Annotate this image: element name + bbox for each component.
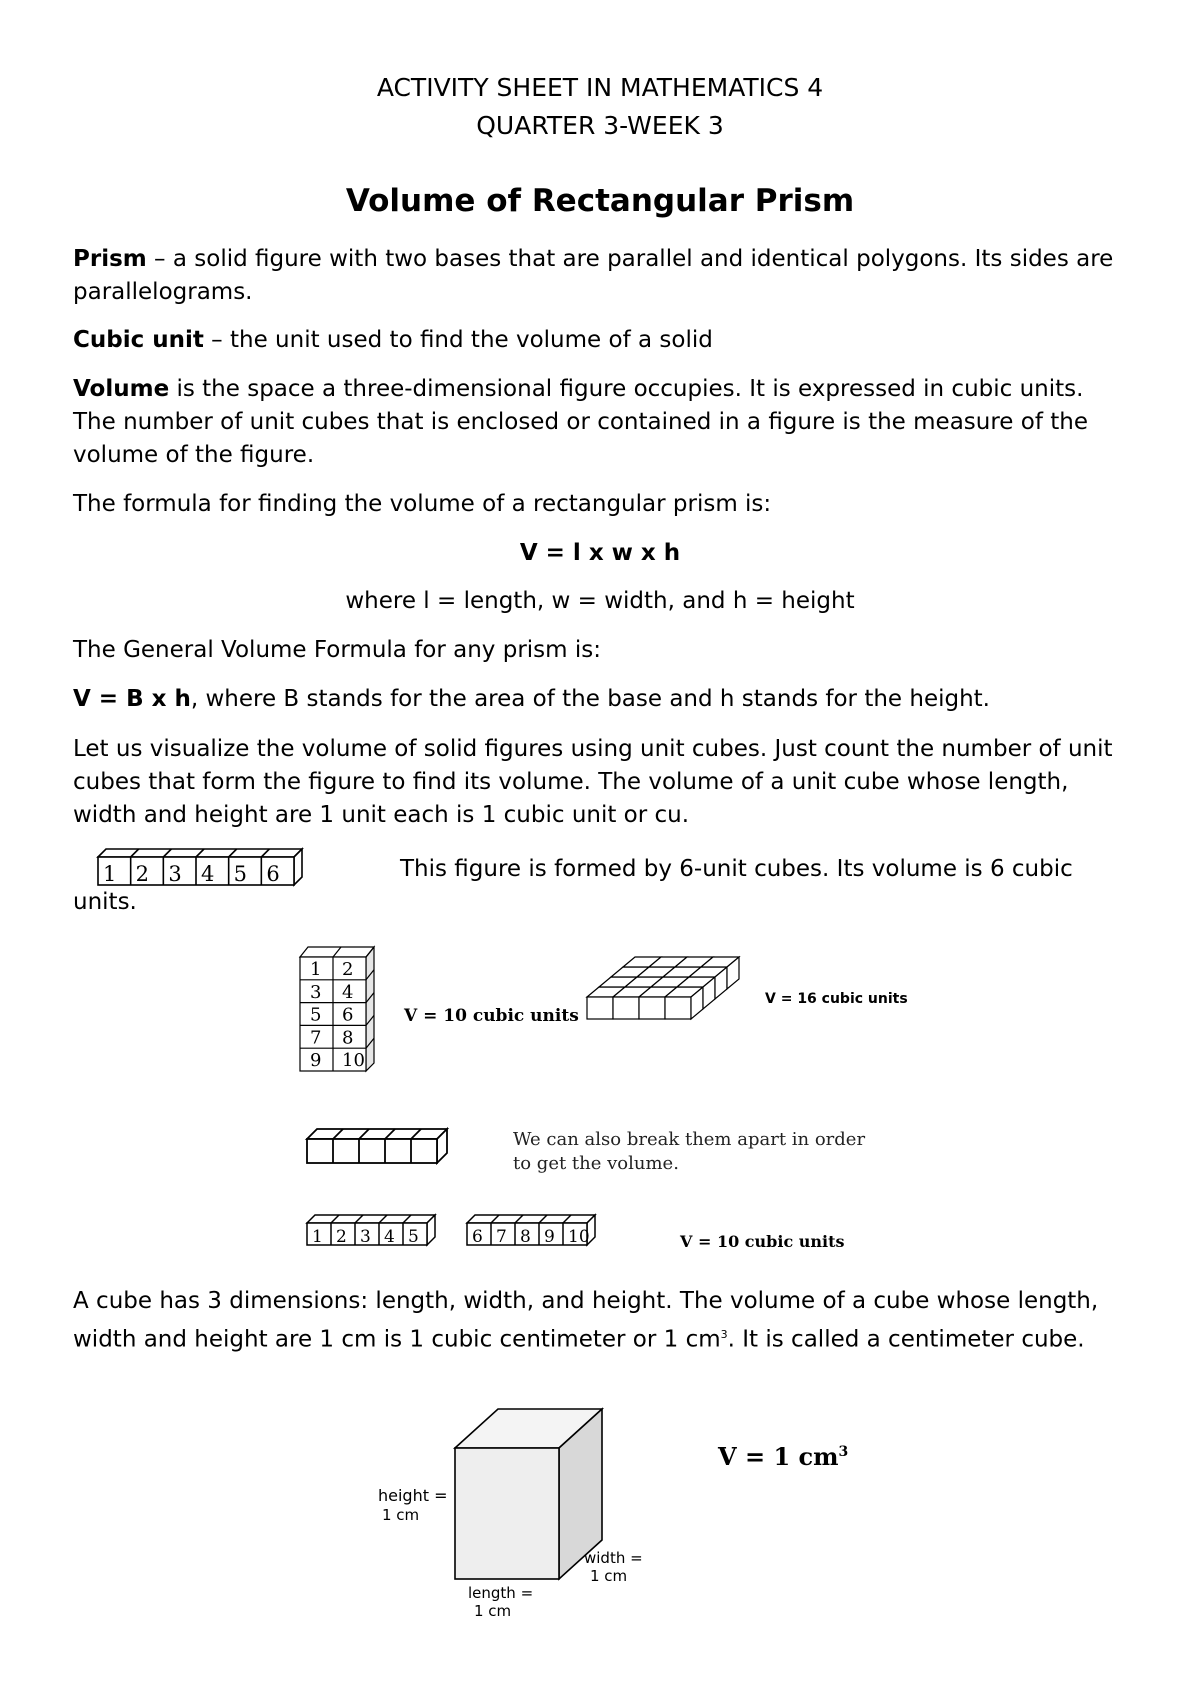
formula-intro: The formula for finding the volume of a rectangular prism is: bbox=[73, 491, 772, 517]
six-cube-caption-end: units. bbox=[73, 889, 137, 915]
cube-paragraph bbox=[73, 1285, 1133, 1357]
tower-cube-number: 10 bbox=[342, 1050, 365, 1072]
centimeter-cube-figure bbox=[378, 1405, 650, 1620]
six-cube-row-figure bbox=[96, 847, 306, 887]
tower-cube-number: 6 bbox=[342, 1004, 354, 1026]
prism-definition bbox=[73, 243, 1133, 309]
five-cube-row-figure bbox=[305, 1125, 465, 1170]
tower-cube-number: 9 bbox=[310, 1050, 322, 1072]
break-apart-note-line1: We can also break them apart in order bbox=[513, 1129, 866, 1150]
cube-number: 2 bbox=[135, 862, 150, 886]
split-row-a-number: 3 bbox=[360, 1227, 371, 1247]
cube-height-value: 1 cm bbox=[382, 1506, 420, 1524]
sheet-subtitle: QUARTER 3-WEEK 3 bbox=[476, 111, 724, 140]
cube-width-label: width = bbox=[584, 1549, 643, 1567]
cube-paragraph-superscript: 3 bbox=[720, 1328, 728, 1341]
cube-paragraph-text: A cube has 3 dimensions: length, width, and height. The volume of a cube whose length, width and height are 1 cm is 1 cubic centimeter or 1 cm bbox=[73, 1288, 1099, 1353]
tower-cube-number: 1 bbox=[310, 959, 322, 980]
split-volume-label: V = 10 cubic units bbox=[680, 1232, 845, 1251]
tower-cube-number: 2 bbox=[342, 959, 354, 980]
visualize-paragraph: Let us visualize the volume of solid figures using unit cubes. Just count the number of unit cubes that form the figure to find its volume. The volume of a unit cube whose length, width and height are 1 unit each is 1 cubic unit or cu. bbox=[73, 736, 1113, 828]
cube-length-label: length = bbox=[468, 1584, 534, 1602]
row-front-face bbox=[307, 1139, 437, 1163]
cube-height-label: height = bbox=[378, 1486, 448, 1505]
general-formula-text: , where B stands for the area of the base and h stands for the height. bbox=[190, 686, 990, 712]
cube-number: 5 bbox=[233, 862, 248, 886]
volume-term: Volume bbox=[73, 376, 170, 402]
cubic-unit-term: Cubic unit bbox=[73, 327, 204, 353]
cube-number: 6 bbox=[266, 862, 280, 886]
cube-volume-superscript: 3 bbox=[838, 1444, 849, 1460]
slab-front-face bbox=[665, 997, 691, 1019]
ten-cube-tower-figure bbox=[298, 945, 378, 1075]
slab-front-face bbox=[587, 997, 613, 1019]
formula-legend: where l = length, w = width, and h = height bbox=[345, 588, 855, 614]
general-formula-intro: The General Volume Formula for any prism is: bbox=[73, 637, 602, 663]
cube-paragraph-end: . It is called a centimeter cube. bbox=[727, 1326, 1085, 1353]
split-row-b-number: 8 bbox=[520, 1227, 531, 1247]
tower-volume-label: V = 10 cubic units bbox=[404, 1006, 579, 1026]
lesson-title: Volume of Rectangular Prism bbox=[345, 183, 855, 219]
tower-cube-number: 3 bbox=[310, 981, 322, 1003]
split-row-b-top-face bbox=[467, 1215, 595, 1223]
tower-cube-number: 4 bbox=[342, 981, 354, 1003]
split-row-a-number: 1 bbox=[312, 1227, 323, 1247]
row-top-face bbox=[307, 1129, 447, 1139]
prism-term: Prism bbox=[73, 246, 147, 272]
six-cube-caption: This figure is formed by 6-unit cubes. Its volume is 6 cubic bbox=[400, 856, 1073, 882]
split-row-a-top-face bbox=[307, 1215, 435, 1223]
tower-cube-number: 5 bbox=[310, 1004, 322, 1026]
volume-definition bbox=[73, 373, 1133, 472]
slab-front-face bbox=[613, 997, 639, 1019]
general-formula-expression: V = B x h bbox=[73, 686, 191, 712]
volume-text: is the space a three-dimensional figure occupies. It is expressed in cubic units. The number of unit cubes that is enclosed or contained in a figure is the measure of the volume of the figure. bbox=[73, 376, 1088, 468]
slab-volume-label: V = 16 cubic units bbox=[765, 991, 908, 1007]
tower-cube-number: 8 bbox=[342, 1027, 354, 1049]
cube-number: 1 bbox=[103, 862, 117, 886]
slab-front-face bbox=[639, 997, 665, 1019]
sheet-title: ACTIVITY SHEET IN MATHEMATICS 4 bbox=[376, 73, 824, 102]
split-row-a-number: 2 bbox=[336, 1227, 347, 1247]
volume-formula: V = l x w x h bbox=[519, 540, 681, 566]
split-row-a-number: 5 bbox=[408, 1227, 419, 1247]
prism-text: – a solid figure with two bases that are parallel and identical polygons. Its sides are parallelograms. bbox=[73, 246, 1114, 305]
cube-volume-text: V = 1 cm bbox=[718, 1442, 839, 1471]
split-row-b-number: 7 bbox=[496, 1227, 507, 1247]
general-formula bbox=[73, 683, 1133, 716]
break-apart-note bbox=[513, 1128, 865, 1176]
cube-length-value: 1 cm bbox=[474, 1602, 512, 1620]
cubic-unit-definition bbox=[73, 324, 1133, 357]
cube-number: 3 bbox=[168, 862, 182, 886]
split-row-b-number: 6 bbox=[472, 1227, 483, 1247]
sixteen-cube-slab-figure bbox=[585, 955, 755, 1050]
cube-volume-label bbox=[718, 1442, 848, 1471]
tower-cube-number: 7 bbox=[310, 1027, 322, 1049]
cubic-unit-text: – the unit used to find the volume of a solid bbox=[203, 327, 713, 353]
split-row-b-number: 10 bbox=[568, 1227, 590, 1247]
cube-width-value: 1 cm bbox=[590, 1567, 628, 1585]
split-row-a-number: 4 bbox=[384, 1227, 395, 1247]
cube-number: 4 bbox=[201, 862, 215, 886]
split-cube-rows-figure bbox=[305, 1213, 625, 1253]
break-apart-note-line2: to get the volume. bbox=[513, 1153, 679, 1174]
split-row-b-number: 9 bbox=[544, 1227, 555, 1247]
